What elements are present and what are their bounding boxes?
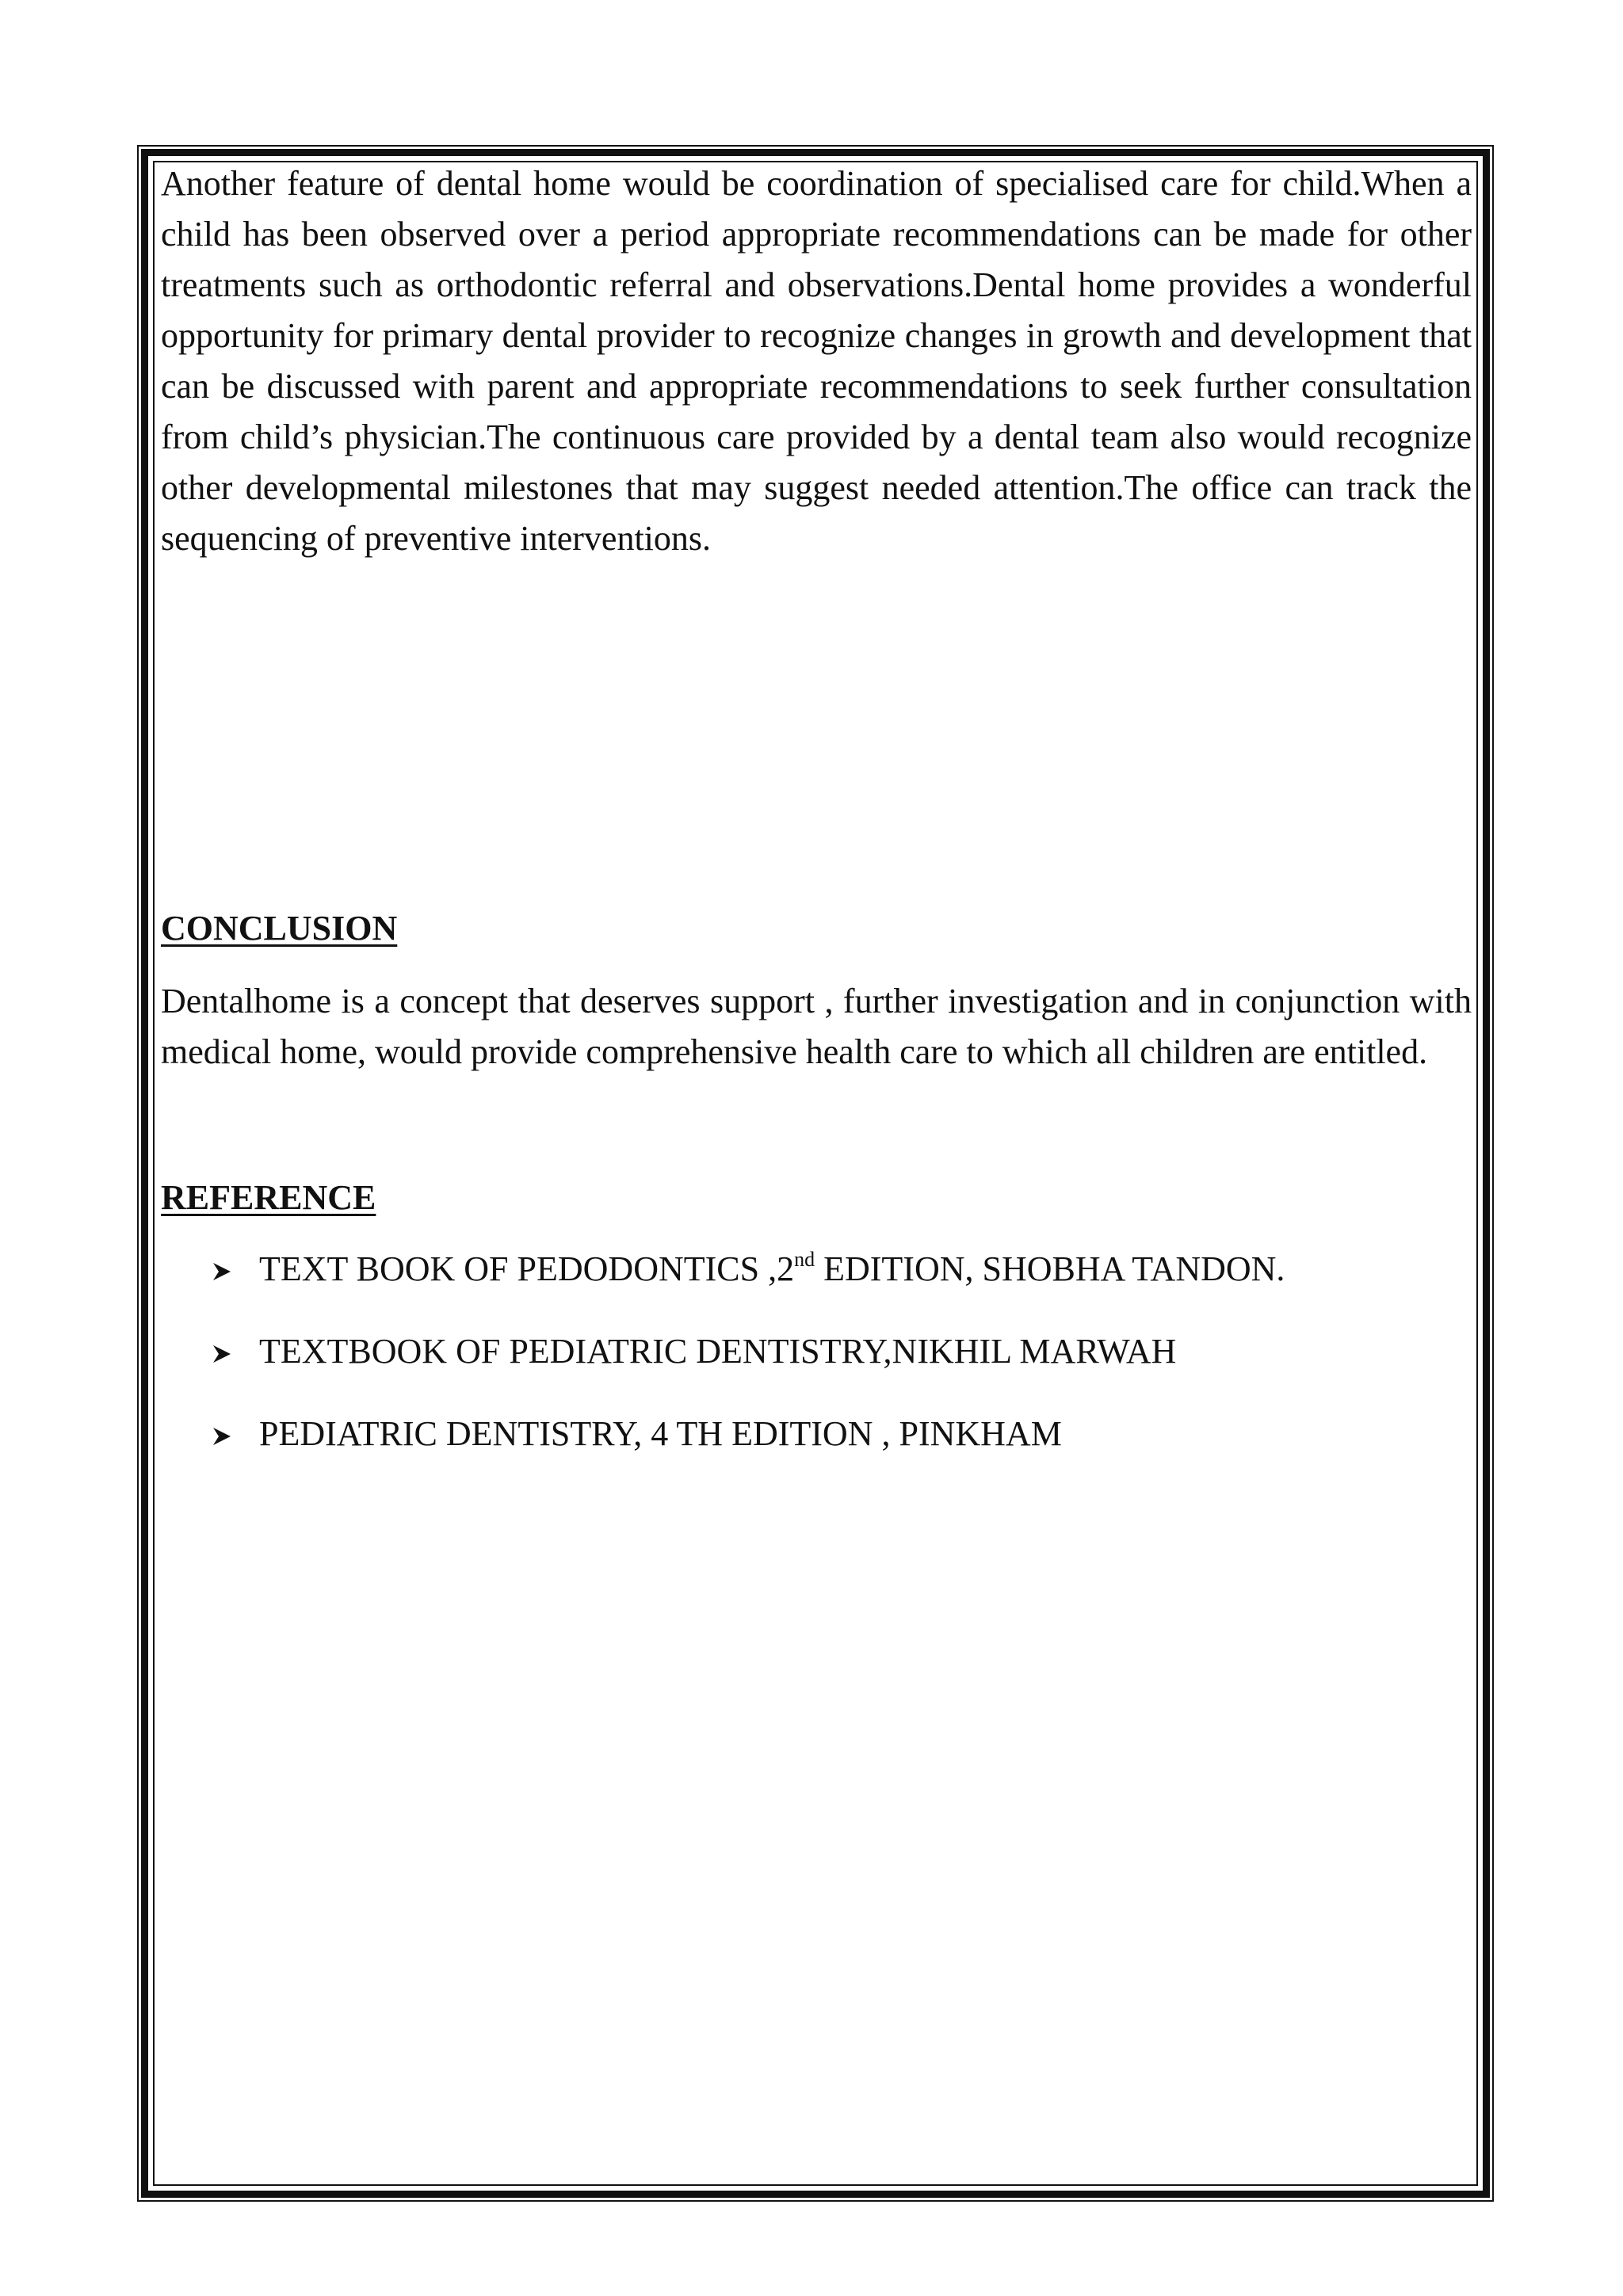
body-paragraph: Another feature of dental home would be coordination of specialised care for child.When a child has been observed over a period appropriate recommendations can be made for other treatments such as orthodontic referral and observations.Dental home provides a wonderful opportunity for primary dental provider to recognize changes in growth and development that can be discussed with parent and appropriate recommendations to seek further consultation from child’s physician.The continuous care provided by a dental team also would recognize other developmental milestones that may suggest needed attention.The office can track the sequencing of preventive interventions. [161,164,1472,558]
page-content [161,158,1472,1491]
reference-text-continued: EDITION, SHOBHA TANDON. [815,1249,1285,1288]
reference-text: TEXT BOOK OF PEDODONTICS ,2 [259,1249,795,1288]
ordinal-suffix: nd [794,1248,815,1271]
reference-list [161,1244,1472,1459]
arrowhead-bullet-icon [212,1426,232,1447]
conclusion-heading: CONCLUSION [161,909,398,948]
reference-item [161,1244,1472,1295]
reference-text: TEXTBOOK OF PEDIATRIC DENTISTRY,NIKHIL MARWAH [259,1332,1177,1371]
conclusion-paragraph: Dentalhome is a concept that deserves support , further investigation and in conjunction with medical home, would provide comprehensive health care to which all children are entitled. [161,982,1472,1071]
reference-item [161,1326,1472,1377]
arrowhead-bullet-icon [212,1344,232,1364]
arrowhead-bullet-icon [212,1261,232,1282]
reference-text: PEDIATRIC DENTISTRY, 4 TH EDITION , PINKHAM [259,1414,1062,1453]
reference-item [161,1409,1472,1459]
reference-heading: REFERENCE [161,1178,376,1217]
